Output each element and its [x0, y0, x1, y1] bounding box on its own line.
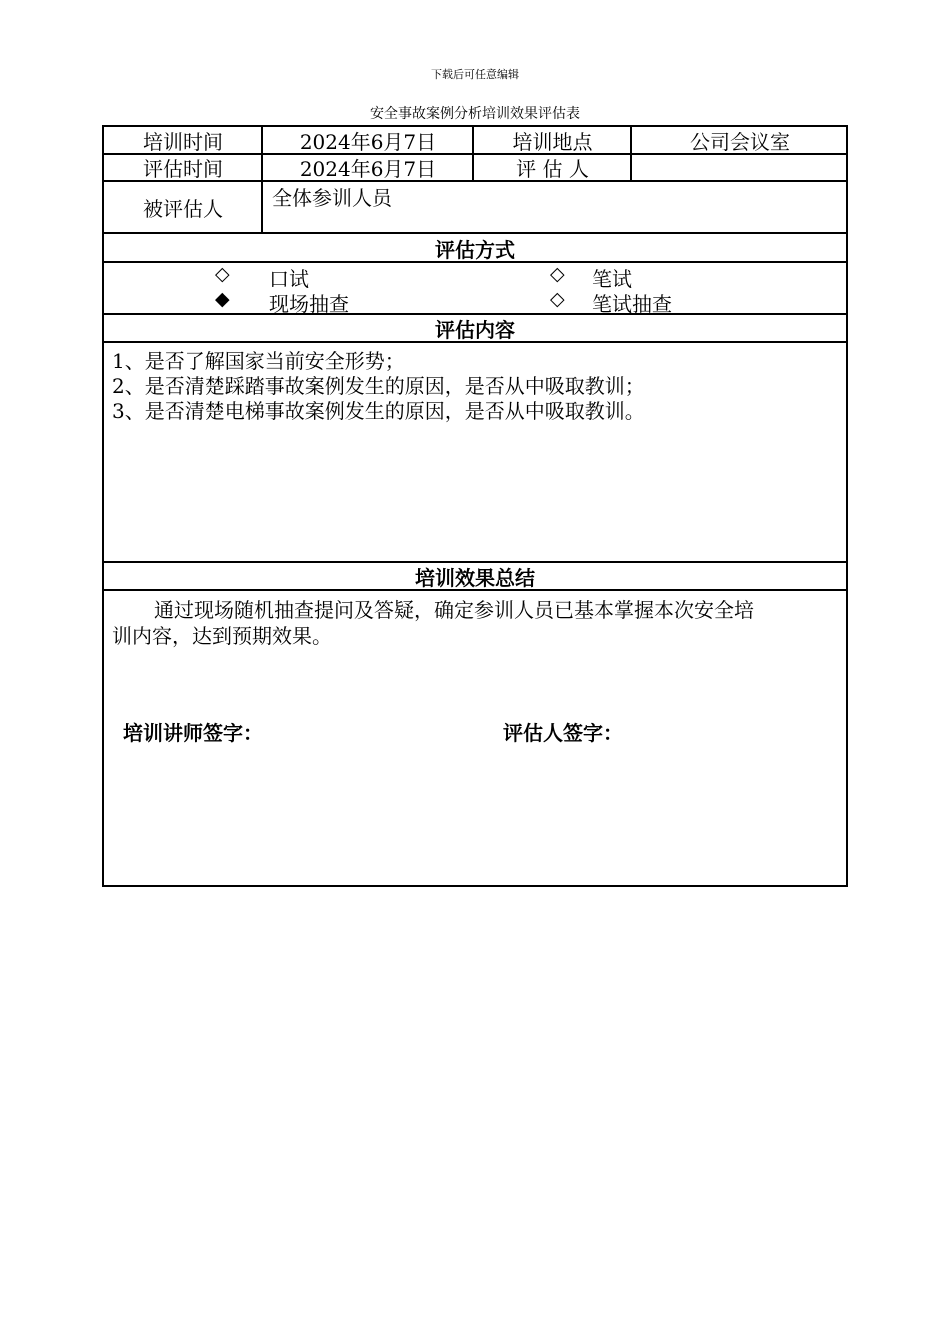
- training-time-value: 2024年6月7日: [299, 130, 437, 154]
- diamond-outline-icon: ◇: [550, 288, 565, 310]
- content-item: 3、是否清楚电梯事故案例发生的原因，是否从中吸取教训。: [112, 399, 645, 423]
- evaluator-label: 评 估 人: [516, 157, 589, 181]
- diamond-outline-icon: ◇: [215, 263, 230, 285]
- summary-text-line-1: 通过现场随机抽查提问及答疑，确定参训人员已基本掌握本次安全培: [154, 598, 754, 622]
- evaluator-signature-label: 评估人签字：: [503, 721, 623, 745]
- training-place-value: 公司会议室: [690, 130, 790, 154]
- method-option-oral: 口试: [269, 267, 309, 291]
- method-option-written-spot-check: 笔试抽查: [592, 292, 672, 316]
- summary-heading: 培训效果总结: [415, 566, 535, 590]
- eval-time-label: 评估时间: [143, 157, 223, 181]
- document-title: 安全事故案例分析培训效果评估表: [370, 106, 580, 122]
- training-time-label: 培训时间: [143, 130, 223, 154]
- content-item: 2、是否清楚踩踏事故案例发生的原因，是否从中吸取教训；: [112, 374, 645, 398]
- method-heading: 评估方式: [435, 237, 515, 262]
- diamond-outline-icon: ◇: [550, 263, 565, 285]
- evaluatee-label: 被评估人: [143, 196, 223, 221]
- diamond-filled-icon: ◆: [215, 288, 230, 310]
- method-option-onsite-check: 现场抽查: [269, 292, 349, 316]
- watermark-text: 下载后可任意编辑: [431, 68, 519, 81]
- content-heading: 评估内容: [435, 318, 515, 342]
- trainer-signature-label: 培训讲师签字：: [123, 721, 263, 745]
- summary-text-line-2: 训内容，达到预期效果。: [112, 624, 332, 648]
- eval-time-value: 2024年6月7日: [299, 157, 437, 181]
- evaluator-value: [632, 154, 848, 181]
- content-item: 1、是否了解国家当前安全形势；: [112, 349, 405, 373]
- training-place-label: 培训地点: [512, 130, 593, 154]
- evaluation-form-table: [102, 125, 848, 887]
- evaluatee-value: 全体参训人员: [272, 186, 392, 210]
- method-option-written: 笔试: [592, 267, 632, 291]
